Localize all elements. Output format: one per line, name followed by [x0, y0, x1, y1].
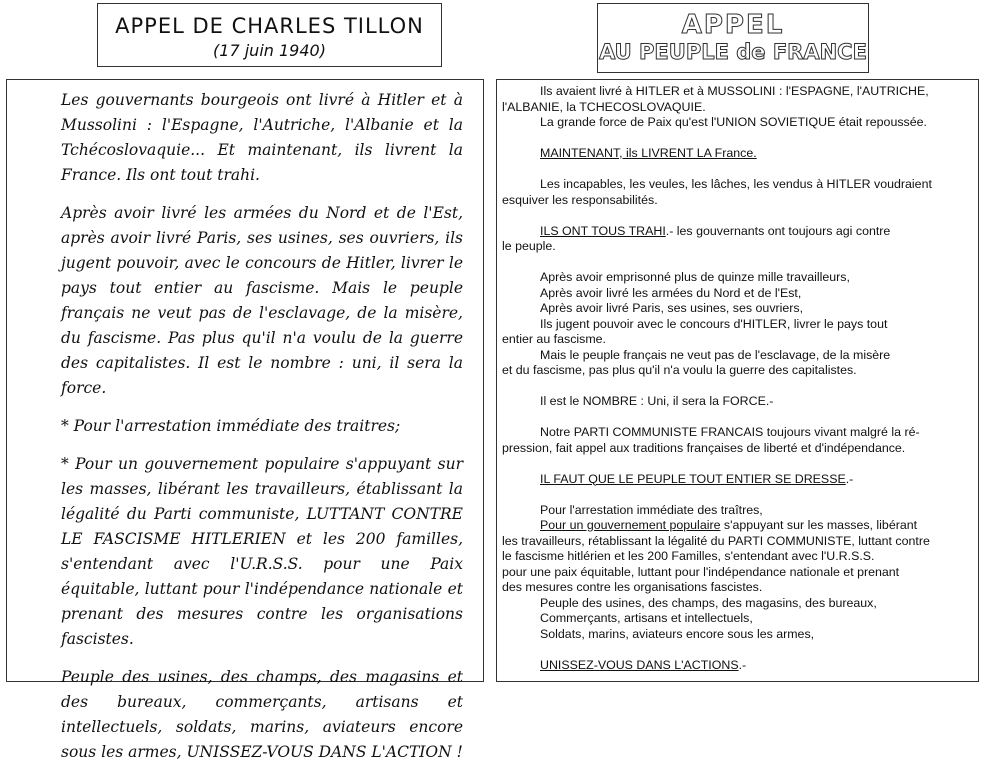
right-line: Il est le NOMBRE : Uni, il sera la FORCE.- [540, 394, 774, 408]
left-title-date: (17 juin 1940) [213, 41, 326, 60]
right-line: le fascisme hitlérien et les 200 Familles, s'entendant avec l'U.R.S.S. [502, 549, 875, 563]
right-line: l'ALBANIE, la TCHECOSLOVAQUIE. [502, 99, 706, 114]
right-line: et du fascisme, pas plus qu'il n'a voulu la guerre des capitalistes. [502, 363, 857, 377]
right-line: Les incapables, les veules, les lâches, les vendus à HITLER voudraient [540, 177, 932, 191]
underlined-phrase: IL FAUT QUE LE PEUPLE TOUT ENTIER SE DRESSE [540, 471, 846, 486]
right-line: des mesures contre les organisations fascistes. [502, 580, 763, 594]
right-title-box [597, 3, 869, 73]
left-text-panel [6, 79, 484, 761]
line-rest: .- [738, 657, 747, 672]
line-rest: s'appuyant sur les masses, libérant [720, 518, 918, 532]
right-line: Après avoir livré les armées du Nord et de l'Est, [540, 285, 802, 300]
left-paragraph-2: Après avoir livré les armées du Nord et de l'Est, après avoir livré Paris, ses usines, ses ouvriers, ils jugent pouvoir, avec le concours de Hitler, livrer le pays tout entier au fascisme. Mais le peuple français ne veut pas de l'esclavage, de la misère, du fascisme. Pas plus qu'il n'a voulu de la guerre des capitalistes. Il est le nombre : uni, il sera la force. [61, 204, 463, 397]
right-line: Mais le peuple français ne veut pas de l'esclavage, de la misère [540, 347, 891, 362]
right-title-line2: AU PEUPLE de FRANCE [599, 40, 867, 64]
right-line [502, 658, 972, 674]
right-line: esquiver les responsabilités. [502, 192, 658, 207]
right-line: Notre PARTI COMMUNISTE FRANCAIS toujours vivant malgré la ré- [540, 425, 920, 439]
right-line: Commerçants, artisans et intellectuels, [540, 611, 753, 625]
right-line: pour une paix équitable, luttant pour l'indépendance nationale et prenant [502, 564, 900, 579]
right-title-line1: APPEL [681, 10, 785, 40]
underlined-phrase: UNISSEZ-VOUS DANS L'ACTIONS [540, 657, 739, 672]
right-line: entier au fascisme. [502, 332, 606, 346]
line-rest: .- les gouvernants ont toujours agi contre [665, 223, 891, 238]
right-line: Ils avaient livré à HITLER et à MUSSOLINI : l'ESPAGNE, l'AUTRICHE, [540, 84, 929, 98]
right-line: Soldats, marins, aviateurs encore sous les armes, [540, 626, 815, 641]
right-line-underlined: MAINTENANT, ils LIVRENT LA France. [540, 146, 757, 160]
right-line [502, 518, 972, 534]
right-line: Après avoir livré Paris, ses usines, ses ouvriers, [540, 301, 804, 315]
line-rest: .- [845, 471, 854, 486]
right-line: Pour l'arrestation immédiate des traîtres, [540, 502, 763, 517]
right-line [502, 224, 972, 240]
right-line: La grande force de Paix qu'est l'UNION SOVIETIQUE était repoussée. [540, 115, 927, 129]
left-paragraph-1: Les gouvernants bourgeois ont livré à Hitler et à Mussolini : l'Espagne, l'Autriche, l'Albanie et la Tchécoslovaquie... Et maintenant, ils livrent la France. Ils ont tout trahi. [61, 91, 463, 184]
underlined-phrase: Pour un gouvernement populaire [540, 518, 721, 532]
right-line: Peuple des usines, des champs, des magasins, des bureaux, [540, 595, 877, 610]
right-line: les travailleurs, rétablissant la légalité du PARTI COMMUNISTE, luttant contre [502, 533, 930, 548]
underlined-phrase: ILS ONT TOUS TRAHI [540, 223, 666, 238]
right-line: pression, fait appel aux traditions françaises de liberté et d'indépendance. [502, 440, 906, 455]
right-line [502, 472, 972, 488]
left-title-box [97, 3, 442, 67]
left-title-heading: APPEL DE CHARLES TILLON [115, 14, 424, 38]
right-line: le peuple. [502, 239, 556, 253]
left-paragraph-3: * Pour l'arrestation immédiate des traitres; [61, 417, 401, 435]
right-line: Après avoir emprisonné plus de quinze mille travailleurs, [540, 270, 850, 284]
left-paragraph-5: Peuple des usines, des champs, des magasins et des bureaux, commerçants, artisans et intellectuels, soldats, marins, aviateurs encore sous les armes, UNISSEZ-VOUS DANS L'ACTION ! [61, 668, 463, 761]
right-text-panel [496, 79, 979, 682]
right-line: Ils jugent pouvoir avec le concours d'HITLER, livrer le pays tout [540, 316, 888, 331]
left-paragraph-4: * Pour un gouvernement populaire s'appuyant sur les masses, libérant les travailleurs, établissant la légalité du Parti communiste, LUTTANT CONTRE LE FASCISME HITLERIEN et les 200 familles, s'entendant avec l'U.R.S.S. pour une Paix équitable, luttant pour l'indépendance nationale et prenant des mesures contre les organisations fascistes. [61, 455, 463, 648]
